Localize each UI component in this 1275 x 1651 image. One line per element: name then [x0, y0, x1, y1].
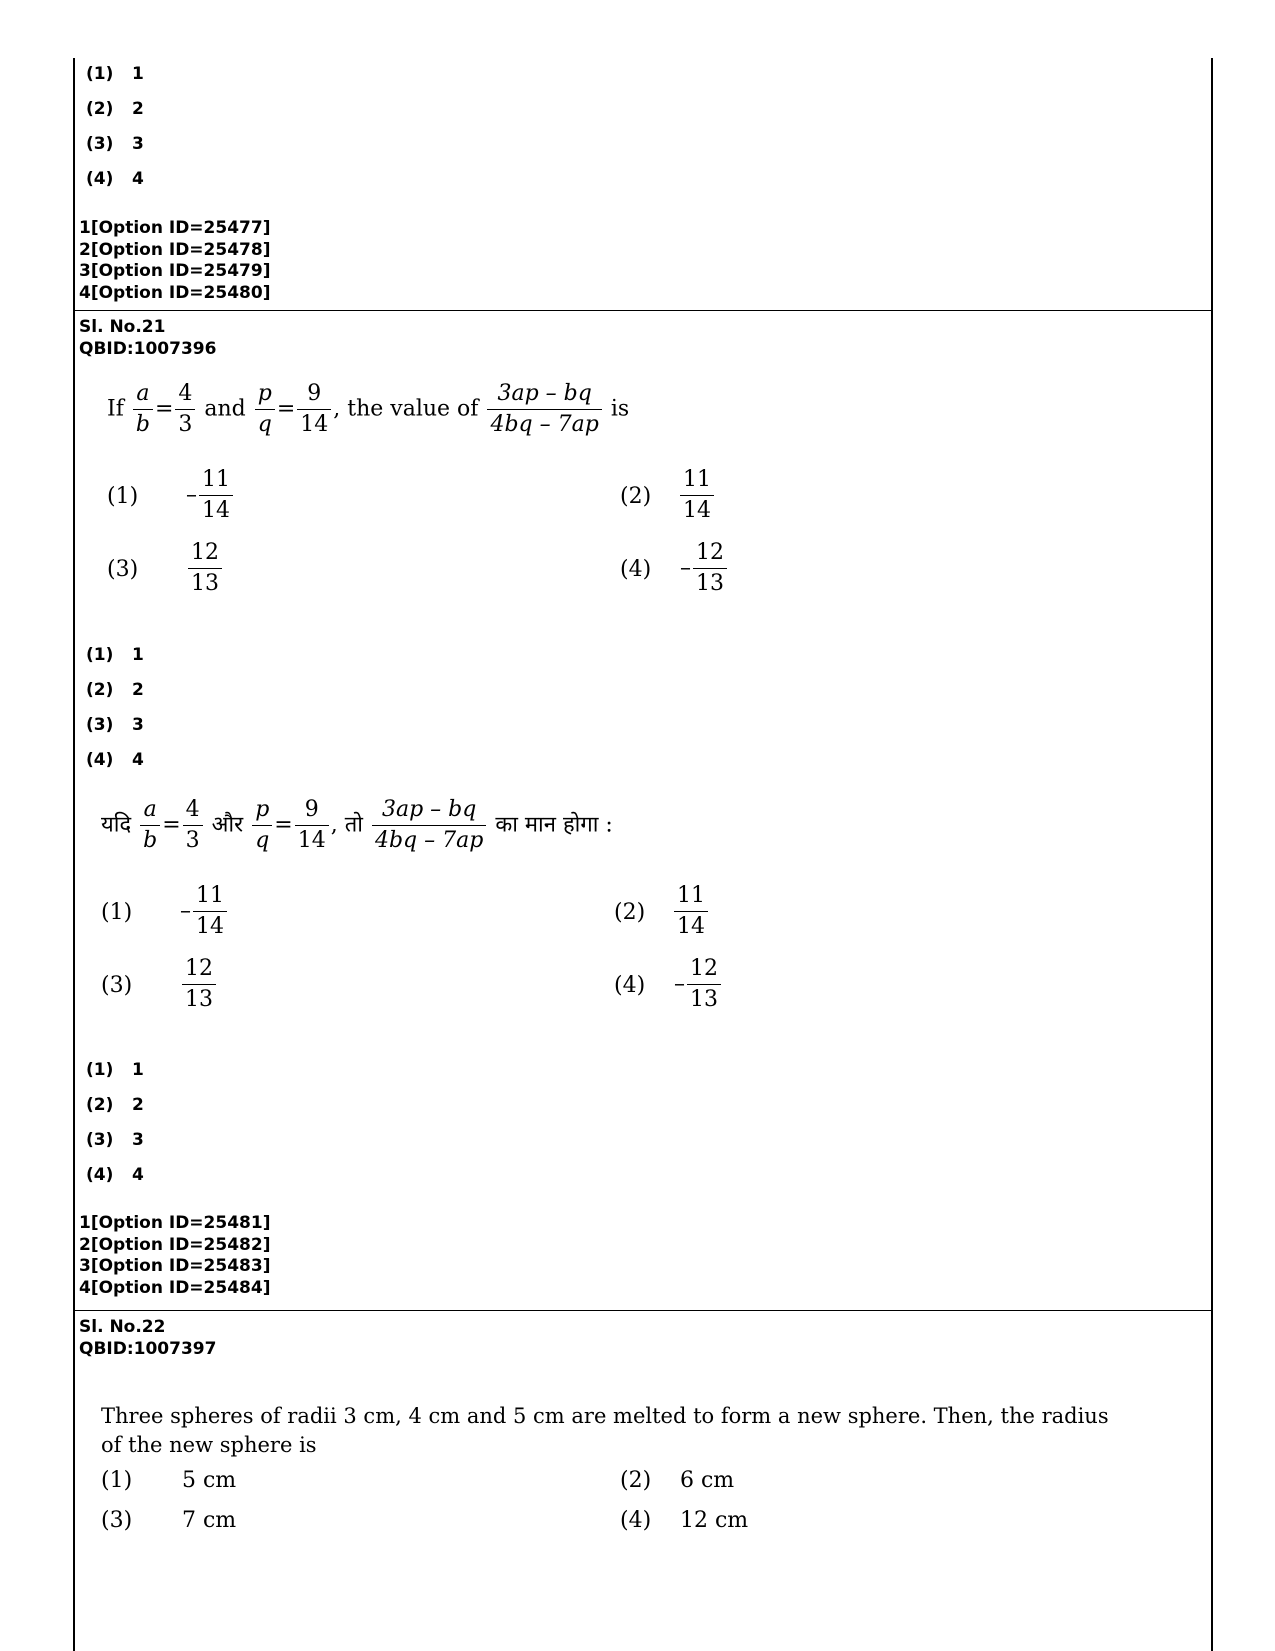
question-statement-en: If $\frac{a}{b}$ = $\frac{4}{3}$ and $\frac{p}{q}$ = $\frac{9}{14}$ , the value of $\frac{3ap - bq}{4bq - 7ap}$ is: [107, 381, 630, 437]
question-bank-id: QBID:1007396: [79, 339, 217, 359]
serial-number: Sl. No.21: [79, 317, 166, 337]
option-id: 3[Option ID=25483]: [79, 1256, 271, 1276]
answer-item: (1) 1: [86, 1060, 144, 1080]
choice-label: (4): [620, 1508, 652, 1533]
fraction: $\frac{a}{b}$: [133, 380, 153, 439]
answer-list: [86, 57, 144, 197]
question-header: [79, 1316, 216, 1360]
choice-label: (1): [101, 900, 133, 925]
fraction: $\frac{9}{14}$: [297, 380, 331, 439]
choice-label: (3): [107, 557, 139, 582]
choice-value: $\frac{11}{14}$: [672, 882, 710, 941]
fraction: $\frac{4}{3}$: [175, 380, 195, 439]
question-bank-id: QBID:1007397: [79, 1339, 217, 1359]
choice-value: – $\frac{12}{13}$: [680, 539, 729, 598]
option-id-list: [79, 1213, 270, 1299]
choice-value: – $\frac{11}{14}$: [180, 882, 229, 941]
option-id: 2[Option ID=25482]: [79, 1234, 271, 1255]
choice-label: (3): [101, 973, 133, 998]
choice-value: 6 cm: [680, 1468, 735, 1493]
choice-label: (3): [101, 1508, 133, 1533]
option-id-list: [79, 218, 270, 304]
choice-label: (1): [101, 1468, 133, 1493]
answer-item: (3) 3: [86, 715, 144, 735]
divider: [73, 1310, 1211, 1311]
answer-item: (1) 1: [86, 645, 144, 665]
option-id: 4[Option ID=25484]: [79, 1277, 271, 1298]
answer-item: (4) 4: [86, 169, 144, 189]
answer-item: (3) 3: [86, 134, 144, 154]
choice-label: (2): [620, 1468, 652, 1493]
answer-list: [86, 1053, 144, 1193]
answer-list: [86, 638, 144, 778]
choice-label: (1): [107, 484, 139, 509]
answer-item: (2) 2: [86, 1095, 144, 1115]
fraction: $\frac{p}{q}$: [255, 380, 275, 439]
option-id: 4[Option ID=25480]: [79, 282, 271, 303]
choice-label: (4): [614, 973, 646, 998]
answer-item: (2) 2: [86, 680, 144, 700]
divider: [73, 310, 1211, 311]
option-id: 1[Option ID=25481]: [79, 1213, 271, 1233]
option-id: 1[Option ID=25477]: [79, 218, 271, 238]
serial-number: Sl. No.22: [79, 1317, 166, 1337]
option-id: 3[Option ID=25479]: [79, 261, 271, 281]
choice-value: 7 cm: [182, 1508, 237, 1533]
answer-item: (2) 2: [86, 99, 144, 119]
choice-value: 5 cm: [182, 1468, 237, 1493]
answer-item: (1) 1: [86, 64, 144, 84]
choice-value: – $\frac{11}{14}$: [186, 466, 235, 525]
choice-value: $\frac{11}{14}$: [678, 466, 716, 525]
choice-label: (2): [620, 484, 652, 509]
choice-value: – $\frac{12}{13}$: [674, 955, 723, 1014]
choice-label: (4): [620, 557, 652, 582]
fraction: $\frac{3ap - bq}{4bq - 7ap}$: [487, 380, 601, 439]
choice-value: 12 cm: [680, 1508, 749, 1533]
answer-item: (3) 3: [86, 1130, 144, 1150]
choice-label: (2): [614, 900, 646, 925]
question-statement-hi: यदि $\frac{a}{b}$ = $\frac{4}{3}$ और $\frac{p}{q}$ = $\frac{9}{14}$ , तो $\frac{3ap - bq}{4bq - 7ap}$ का मान होगा :: [101, 797, 613, 853]
option-id: 2[Option ID=25478]: [79, 239, 271, 260]
choice-value: $\frac{12}{13}$: [186, 539, 224, 598]
choice-value: $\frac{12}{13}$: [180, 955, 218, 1014]
answer-item: (4) 4: [86, 1165, 144, 1185]
answer-item: (4) 4: [86, 750, 144, 770]
question-header: [79, 316, 216, 360]
question-statement: Three spheres of radii 3 cm, 4 cm and 5 cm are melted to form a new sphere. Then, the radius of the new sphere is: [101, 1404, 1109, 1457]
